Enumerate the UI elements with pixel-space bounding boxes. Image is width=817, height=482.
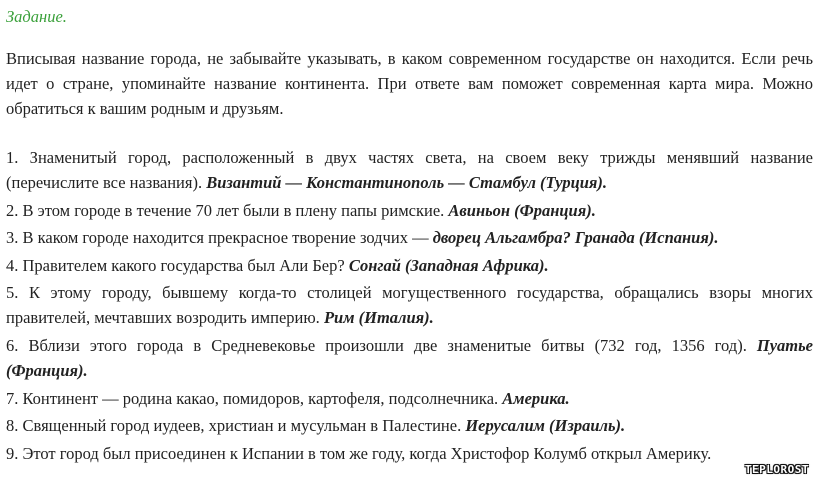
question-text: 9. Этот город был присоединен к Испании в том же году, когда Христофор Колумб открыл Америку. xyxy=(6,443,712,463)
task-heading: Задание. xyxy=(6,7,67,26)
answer-text: Рим (Италия). xyxy=(323,308,434,328)
question-text: 7. Континент — родина какао, помидоров, картофеля, подсолнечника. xyxy=(6,388,503,408)
question-text: 2. В этом городе в течение 70 лет были в плену папы римские. xyxy=(6,200,449,220)
question-item-9 xyxy=(6,441,813,466)
question-item-7 xyxy=(6,386,813,411)
question-item-5 xyxy=(6,280,813,330)
question-item-3 xyxy=(6,225,813,250)
answer-text: Авиньон (Франция). xyxy=(448,200,596,220)
question-item-1 xyxy=(6,145,813,195)
question-text: 6. Вблизи этого города в Средневековье произошли две знаменитые битвы (732 год, 1356 год). xyxy=(6,335,757,355)
site-watermark: TEPLOROST xyxy=(744,463,809,476)
answer-text: Америка. xyxy=(502,388,570,408)
task-instructions: Вписывая название города, не забывайте указывать, в каком современном государстве он находится. Если речь идет о стране, упоминайте название континента. При ответе вам поможет современная карта мира. Можно обратиться к вашим родным и друзьям. xyxy=(6,49,813,118)
answer-text: Сонгай (Западная Африка). xyxy=(348,255,549,275)
question-text: 3. В каком городе находится прекрасное творение зодчих — xyxy=(6,228,433,248)
question-text: 5. К этому городу, бывшему когда-то столицей могущественного государства, обращались взоры многих правителей, мечтавших возродить империю. xyxy=(6,283,813,328)
question-text: 1. Знаменитый город, расположенный в двух частях света, на своем веку трижды менявший название (перечислите все названия). xyxy=(6,148,813,192)
question-item-6 xyxy=(6,333,813,383)
question-text: 8. Священный город иудеев, христиан и мусульман в Палестине. xyxy=(6,416,466,436)
question-item-8 xyxy=(6,413,813,438)
question-list xyxy=(6,145,813,468)
answer-text: дворец Альгамбра? Гранада (Испания). xyxy=(432,228,719,248)
answer-text: Иерусалим (Израиль). xyxy=(465,416,626,436)
answer-text: Византий — Константинополь — Стамбул (Турция). xyxy=(206,173,608,192)
question-item-2 xyxy=(6,198,813,223)
answer-text: Пуатье (Франция). xyxy=(6,335,813,380)
question-item-4 xyxy=(6,253,813,278)
question-text: 4. Правителем какого государства был Али Бер? xyxy=(6,255,349,275)
